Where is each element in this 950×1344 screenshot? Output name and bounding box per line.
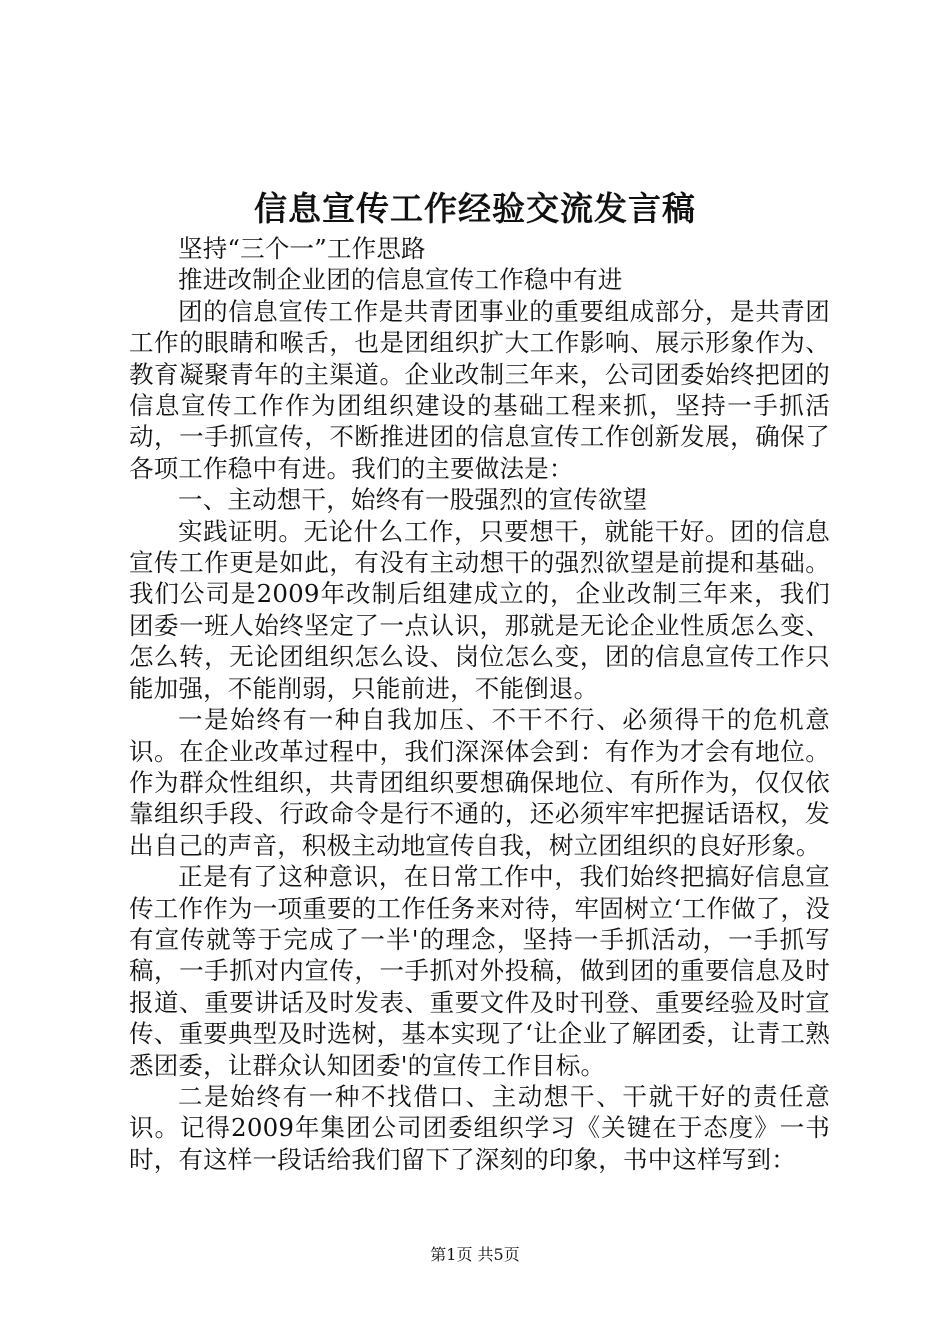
document-title: 信息宣传工作经验交流发言稿 — [254, 189, 696, 228]
paragraph-intro: 团的信息宣传工作是共青团事业的重要组成部分，是共青团工作的眼睛和喉舌，也是团组织扩大工作影响、展示形象作为、教育凝聚青年的主渠道。企业改制三年来，公司团委始终把团的信息宣传工作作为团组织建设的基础工程来抓，坚持一手抓活动，一手抓宣传，不断推进团的信息宣传工作创新发展，确保了各项工作稳中有进。我们的主要做法是： — [129, 296, 830, 483]
paragraph-daily-work: 正是有了这种意识，在日常工作中，我们始终把搞好信息宣传工作作为一项重要的工作任务来对待，牢固树立‘工作做了，没有宣传就等于完成了一半'的理念，坚持一手抓活动，一手抓写稿，一手抓对内宣传，一手抓对外投稿，做到团的重要信息及时报道、重要讲话及时发表、重要文件及时刊登、重要经验及时宣传、重要典型及时选树，基本实现了‘让企业了解团委，让青工熟悉团委，让群众认知团委'的宣传工作目标。 — [129, 862, 830, 1080]
paragraph-crisis-awareness: 一是始终有一种自我加压、不干不行、必须得干的危机意识。在企业改革过程中，我们深深体会到：有作为才会有地位。作为群众性组织，共青团组织要想确保地位、有所作为，仅仅依靠组织手段、行政命令是行不通的，还必须牢牢把握话语权，发出自己的声音，积极主动地宣传自我，树立团组织的良好形象。 — [129, 705, 830, 860]
paragraph-responsibility: 二是始终有一种不找借口、主动想干、干就干好的责任意识。记得2009年集团公司团委组织学习《关键在于态度》一书时，有这样一段话给我们留下了深刻的印象，书中这样写到： — [129, 1081, 830, 1174]
paragraph-subtitle-2: 推进改制企业团的信息宣传工作稳中有进 — [178, 265, 623, 295]
page-footer: 第1页 共5页 — [430, 1245, 520, 1264]
paragraph-practice: 实践证明。无论什么工作，只要想干，就能干好。团的信息宣传工作更是如此，有没有主动想干的强烈欲望是前提和基础。我们公司是2009年改制后组建成立的，企业改制三年来，我们团委一班人始终坚定了一点认识，那就是无论企业性质怎么变、怎么转，无论团组织怎么设、岗位怎么变，团的信息宣传工作只能加强，不能削弱，只能前进，不能倒退。 — [129, 516, 830, 703]
paragraph-subtitle-1: 坚持“三个一”工作思路 — [178, 234, 426, 263]
document-body — [129, 233, 830, 1175]
section-heading-1: 一、主动想干，始终有一股强烈的宣传欲望 — [178, 485, 648, 515]
